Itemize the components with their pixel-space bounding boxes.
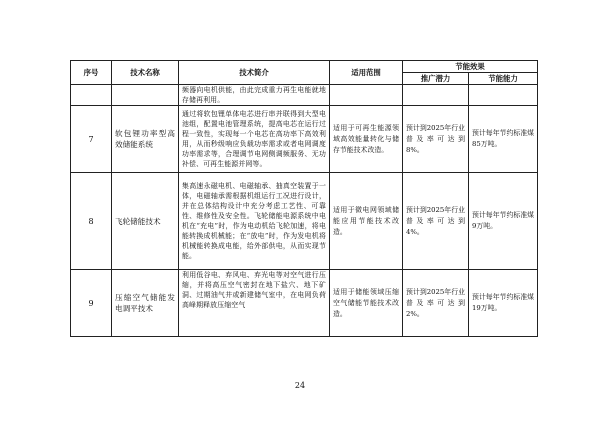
table-row	[71, 106, 538, 173]
header-effect: 节能效果	[403, 61, 538, 73]
cell-capacity: 预计每年节约标准煤85万吨。	[469, 106, 538, 173]
cell-scope: 适用于储能领域压缩空气储能节能技术改造。	[330, 270, 403, 337]
cell-name: 压缩空气储能发电调平技术	[112, 270, 179, 337]
cell-name: 软包锂功率型高效储能系统	[112, 106, 179, 173]
cell-capacity-empty	[469, 85, 538, 106]
header-intro: 技术简介	[179, 61, 330, 85]
cell-intro: 通过将软包锂单体电芯进行串并联得到大型电池组，配置电池管理系统，提高电芯在运行过程一致性，实现每一个电芯在高功率下高效利用，从而秒级响应负载功率需求或者电网调度功率需求等，合理调节电网侧调频服务、无功补偿、可再生能源并网等。	[179, 106, 330, 173]
cell-index-empty	[71, 85, 112, 106]
cell-intro: 集高速永磁电机、电磁轴承、抽真空装置于一体，电磁轴承需根据机组运行工况进行设计，并在总体结构设计中充分考虑工艺性、可靠性、维修性及安全性。飞轮储能电源系统中电机在“充电”时，作为电动机给飞轮加速，将电能转换成机械能；在“放电”时，作为发电机将机械能转换成电能，给外部供电，从而实现节能。	[179, 173, 330, 270]
cell-potential: 预计到2025年行业普及率可达到8%。	[403, 106, 469, 173]
cell-scope: 适用于可再生能源领域高效能量转化与储存节能技术改造。	[330, 106, 403, 173]
table-row	[71, 173, 538, 270]
cell-potential: 预计到2025年行业普及率可达到4%。	[403, 173, 469, 270]
header-capacity: 节能能力	[469, 73, 538, 85]
page-number: 24	[294, 381, 306, 390]
header-scope: 适用范围	[330, 61, 403, 85]
cell-potential: 预计到2025年行业普及率可达到2%。	[403, 270, 469, 337]
cell-scope: 适用于微电网领域储能应用节能技术改造。	[330, 173, 403, 270]
cell-index: 9	[71, 270, 112, 337]
cell-intro-continued: 频器向电机供能，由此完成重力再生电能就地存储再利用。	[179, 85, 330, 106]
cell-potential-empty	[403, 85, 469, 106]
technology-table	[70, 60, 538, 337]
header-row-1	[71, 61, 538, 73]
cell-capacity: 预计每年节约标准煤19万吨。	[469, 270, 538, 337]
cell-name-empty	[112, 85, 179, 106]
cell-name: 飞轮储能技术	[112, 173, 179, 270]
table-row	[71, 270, 538, 337]
header-potential: 推广潜力	[403, 73, 469, 85]
cell-intro: 利用低谷电、弃风电、弃光电等对空气进行压缩，并将高压空气密封在地下盐穴、地下矿洞、过期油气井或新建储气室中，在电网负荷高峰期释放压缩空气	[179, 270, 330, 337]
header-name: 技术名称	[112, 61, 179, 85]
table-row-continuation	[71, 85, 538, 106]
cell-scope-empty	[330, 85, 403, 106]
cell-capacity: 预计每年节约标准煤9万吨。	[469, 173, 538, 270]
header-index: 序号	[71, 61, 112, 85]
cell-index: 7	[71, 106, 112, 173]
cell-index: 8	[71, 173, 112, 270]
